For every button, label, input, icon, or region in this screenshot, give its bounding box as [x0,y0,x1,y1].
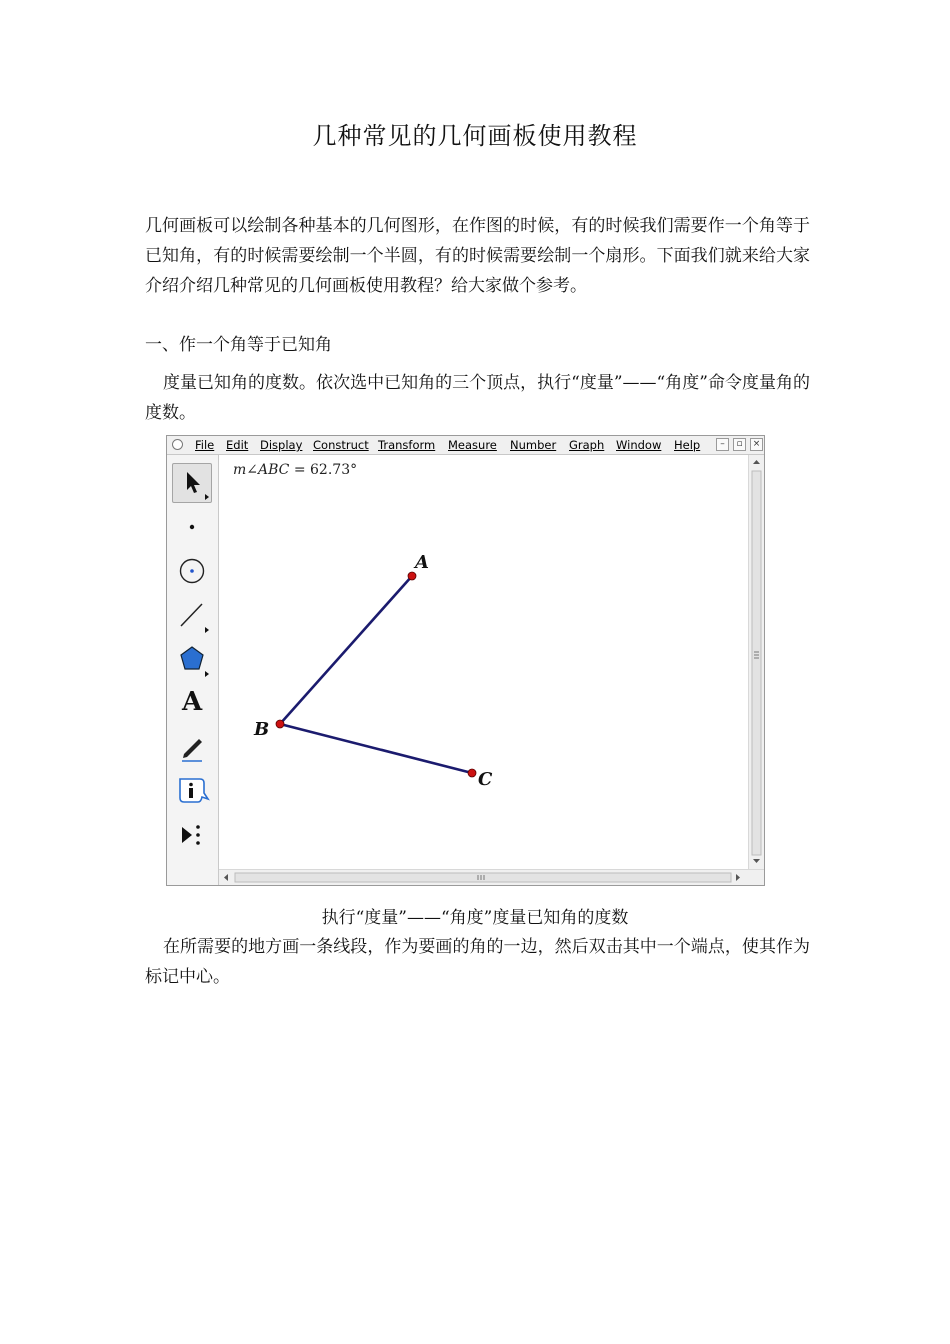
information-tool[interactable] [172,771,212,811]
segment-ba[interactable] [280,576,412,724]
menu-display[interactable]: Display [260,438,303,452]
menu-graph[interactable]: Graph [569,438,605,452]
circle-icon [172,551,212,591]
vertical-scrollbar[interactable] [748,455,764,869]
pentagon-icon [172,639,212,679]
arrow-tool[interactable] [172,463,212,503]
menu-number[interactable]: Number [510,438,557,452]
close-button[interactable]: × [750,438,763,451]
vertical-scroll-arrows [749,455,764,875]
menu-edit[interactable]: Edit [226,438,249,452]
measurement-value: = 62.73° [293,462,358,478]
toolbox [167,455,219,885]
play-more-icon [172,815,212,855]
marker-tool[interactable] [172,727,212,767]
point-tool[interactable] [172,507,212,547]
segment-icon [172,595,212,635]
point-icon [172,507,212,547]
label-a[interactable]: A [415,552,429,573]
step1-paragraph: 度量已知角的度数。依次选中已知角的三个顶点，执行“度量”——“角度”命令度量角的度数。 [145,373,810,423]
menu-help[interactable]: Help [674,438,701,452]
label-c[interactable]: C [478,769,493,790]
minimize-button[interactable]: – [716,438,729,451]
sketch-canvas[interactable] [219,455,748,869]
menu-bar [167,436,764,455]
menu-file[interactable]: File [195,438,215,452]
section-heading: 一、作一个角等于已知角 [145,335,332,355]
info-icon [172,771,212,811]
label-b[interactable]: B [254,719,270,740]
point-c[interactable] [468,769,476,777]
point-b[interactable] [276,720,284,728]
straightedge-tool[interactable] [172,595,212,635]
figure-caption: 执行“度量”——“角度”度量已知角的度数 [321,908,629,928]
arrow-icon [173,464,211,502]
point-a[interactable] [408,572,416,580]
geometry-drawing [219,455,749,855]
segment-bc[interactable] [280,724,472,773]
polygon-tool[interactable] [172,639,212,679]
sketchpad-window [166,435,765,886]
step2-paragraph: 在所需要的地方画一条线段，作为要画的角的一边，然后双击其中一个端点，使其作为标记中心。 [145,937,810,987]
horizontal-scrollbar[interactable] [219,869,764,885]
menu-window[interactable]: Window [616,438,662,452]
text-tool[interactable] [172,683,212,723]
custom-tool[interactable] [172,815,212,855]
page-title: 几种常见的几何画板使用教程 [312,122,638,150]
pen-icon [172,727,212,767]
menu-measure[interactable]: Measure [448,438,497,452]
measurement-label: m∠ABC [233,462,290,478]
horizontal-scroll-arrows [219,870,765,885]
restore-button[interactable]: ▫ [733,438,746,451]
compass-tool[interactable] [172,551,212,591]
menu-construct[interactable]: Construct [313,438,369,452]
app-icon[interactable] [172,439,183,450]
menu-transform[interactable]: Transform [378,438,436,452]
intro-paragraph: 几何画板可以绘制各种基本的几何图形，在作图的时候，有的时候我们需要作一个角等于已知角，有的时候需要绘制一个半圆，有的时候需要绘制一个扇形。下面我们就来给大家介绍介绍几种常见的几何画板使用教程？给大家做个参考。 [145,216,810,296]
text-tool-letter: A [182,687,203,717]
